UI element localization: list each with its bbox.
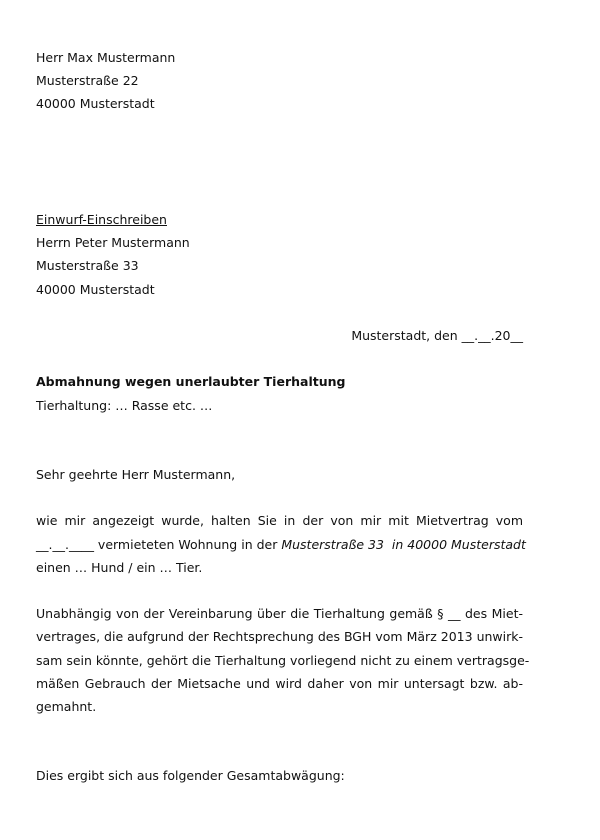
subject-detail: Tierhaltung: … Rasse etc. … bbox=[36, 398, 213, 413]
paragraph1-line2-text: __.__.____ vermieteten Wohnung in der bbox=[36, 537, 282, 552]
paragraph1-line2 bbox=[36, 537, 526, 553]
closing-intro: Dies ergibt sich aus folgender Gesamtabwägung: bbox=[36, 768, 345, 783]
subject-title: Abmahnung wegen unerlaubter Tierhaltung bbox=[36, 374, 346, 389]
paragraph2-line2: vertrages, die aufgrund der Rechtsprechung des BGH vom März 2013 unwirk- bbox=[36, 629, 523, 644]
sender-street: Musterstraße 22 bbox=[36, 73, 139, 88]
delivery-method: Einwurf-Einschreiben bbox=[36, 212, 167, 227]
paragraph1-line1: wie mir angezeigt wurde, halten Sie in der von mir mit Mietvertrag vom bbox=[36, 513, 523, 528]
paragraph2-line5: gemahnt. bbox=[36, 699, 97, 714]
recipient-city: 40000 Musterstadt bbox=[36, 282, 155, 297]
paragraph1-street: Musterstraße 33 bbox=[281, 537, 384, 552]
salutation: Sehr geehrte Herr Mustermann, bbox=[36, 467, 236, 482]
recipient-name: Herrn Peter Mustermann bbox=[36, 235, 190, 250]
paragraph2-line1: Unabhängig von der Vereinbarung über die Tierhaltung gemäß § __ des Miet- bbox=[36, 606, 523, 621]
paragraph1-city: 40000 Musterstadt bbox=[407, 537, 526, 552]
paragraph1-in: in bbox=[383, 537, 408, 552]
sender-city: 40000 Musterstadt bbox=[36, 96, 155, 111]
date-line: Musterstadt, den __.__.20__ bbox=[351, 328, 523, 343]
paragraph2-line4: mäßen Gebrauch der Mietsache und wird daher von mir untersagt bzw. ab- bbox=[36, 676, 523, 691]
paragraph1-line3: einen … Hund / ein … Tier. bbox=[36, 560, 203, 575]
sender-name: Herr Max Mustermann bbox=[36, 50, 176, 65]
recipient-street: Musterstraße 33 bbox=[36, 258, 139, 273]
paragraph2-line3: sam sein könnte, gehört die Tierhaltung vorliegend nicht zu einem vertragsge- bbox=[36, 653, 530, 668]
